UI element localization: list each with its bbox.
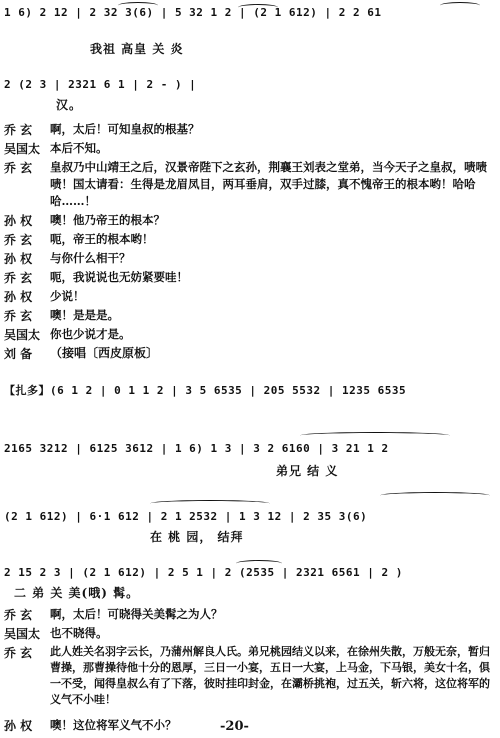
dialogue-text: 少说！: [50, 289, 85, 303]
lyric-line: 汉。: [56, 98, 83, 112]
dialogue-text: 此人姓关名羽字云长，乃蒲州解良人氏。弟兄桃园结义以来，在徐州失散，万般无奈，暂归曹操，那曹操待他十分的恩厚，三日一小宴，五日一大宴，上马金，下马银，美女十名，俱一不受，闻得皇叔么有了下落，彼时挂印封金，在灞桥挑袍，过五关，斩六将，这位将军的义气不小哇！: [50, 645, 490, 706]
dialogue-text: 与你什么相干？: [50, 251, 131, 265]
dialogue-text: 呃，帝王的根本哟！: [50, 232, 154, 246]
speaker-label: 孙 权: [4, 252, 33, 266]
slur-mark: [238, 4, 278, 11]
speaker-label: 乔 玄: [4, 608, 33, 622]
speaker-label: 乔 玄: [4, 646, 33, 660]
lyric-line: 我祖 高皇 关 炎: [90, 42, 184, 56]
lyric-line: 弟兄 结 义: [276, 464, 339, 478]
lyric-line: 在 桃 园， 结拜: [150, 530, 244, 544]
speaker-label: 孙 权: [4, 290, 33, 304]
notation-line: 【扎多】(6 1 2 | 0 1 1 2 | 3 5 6535 | 205 5532 | 1235 6535: [4, 384, 407, 397]
speaker-label: 吴国太: [4, 142, 41, 156]
dialogue-text: 也不晓得。: [50, 626, 108, 640]
speaker-label: 吴国太: [4, 328, 41, 342]
speaker-label: 乔 玄: [4, 161, 33, 175]
slur-mark: [150, 500, 270, 507]
slur-mark: [380, 492, 490, 499]
notation-line: 1 6) 2 12 | 2 32 3(6) | 5 32 1 2 | (2 1 612) | 2 2 61: [4, 6, 382, 19]
speaker-label: 刘 备: [4, 347, 33, 361]
dialogue-text: 你也少说才是。: [50, 327, 131, 341]
slur-mark: [236, 560, 282, 567]
notation-line: 2165 3212 | 6125 3612 | 1 6) 1 3 | 3 2 6160 | 3 21 1 2: [4, 442, 389, 455]
speaker-label: 乔 玄: [4, 123, 33, 137]
notation-line: 2 (2 3 | 2321 6 1 | 2 - ) |: [4, 78, 197, 91]
speaker-label: 乔 玄: [4, 309, 33, 323]
lyric-line: 二 弟 关 美(哦) 髯。: [14, 586, 140, 600]
speaker-label: 乔 玄: [4, 271, 33, 285]
dialogue-text: 噢！这位将军义气不小？: [50, 718, 177, 732]
dialogue-text: 皇叔乃中山靖王之后，汉景帝陛下之玄孙，荆襄王刘表之堂弟，当今天子之皇叔，啧啧啧！国太请看：生得是龙眉凤目，两耳垂肩，双手过膝，真不愧帝王的根本哟！哈哈哈……！: [50, 160, 487, 208]
dialogue-text: 噢！他乃帝王的根本？: [50, 213, 165, 227]
stage-direction: （接唱〔西皮原板〕: [50, 346, 159, 360]
notation-line: (2 1 612) | 6·1 612 | 2 1 2532 | 1 3 12 | 2 35 3(6): [4, 510, 368, 523]
dialogue-text: 本后不知。: [50, 141, 108, 155]
speaker-label: 孙 权: [4, 214, 33, 228]
dialogue-text: 呃，我说说也无妨紧要哇！: [50, 270, 188, 284]
slur-mark: [300, 432, 450, 439]
notation-line: 2 15 2 3 | (2 1 612) | 2 5 1 | 2 (2535 | 2321 6561 | 2 ): [4, 566, 403, 579]
speaker-label: 乔 玄: [4, 233, 33, 247]
speaker-label: 孙 权: [4, 719, 33, 733]
dialogue-text: 啊，太后！可知皇叔的根基？: [50, 122, 200, 136]
slur-mark: [440, 2, 480, 9]
page-number: -20-: [220, 719, 249, 734]
dialogue-text: 啊，太后！可晓得关美髯之为人？: [50, 607, 223, 621]
slur-mark: [118, 2, 158, 9]
speaker-label: 吴国太: [4, 627, 41, 641]
dialogue-text: 噢！是是是。: [50, 308, 119, 322]
